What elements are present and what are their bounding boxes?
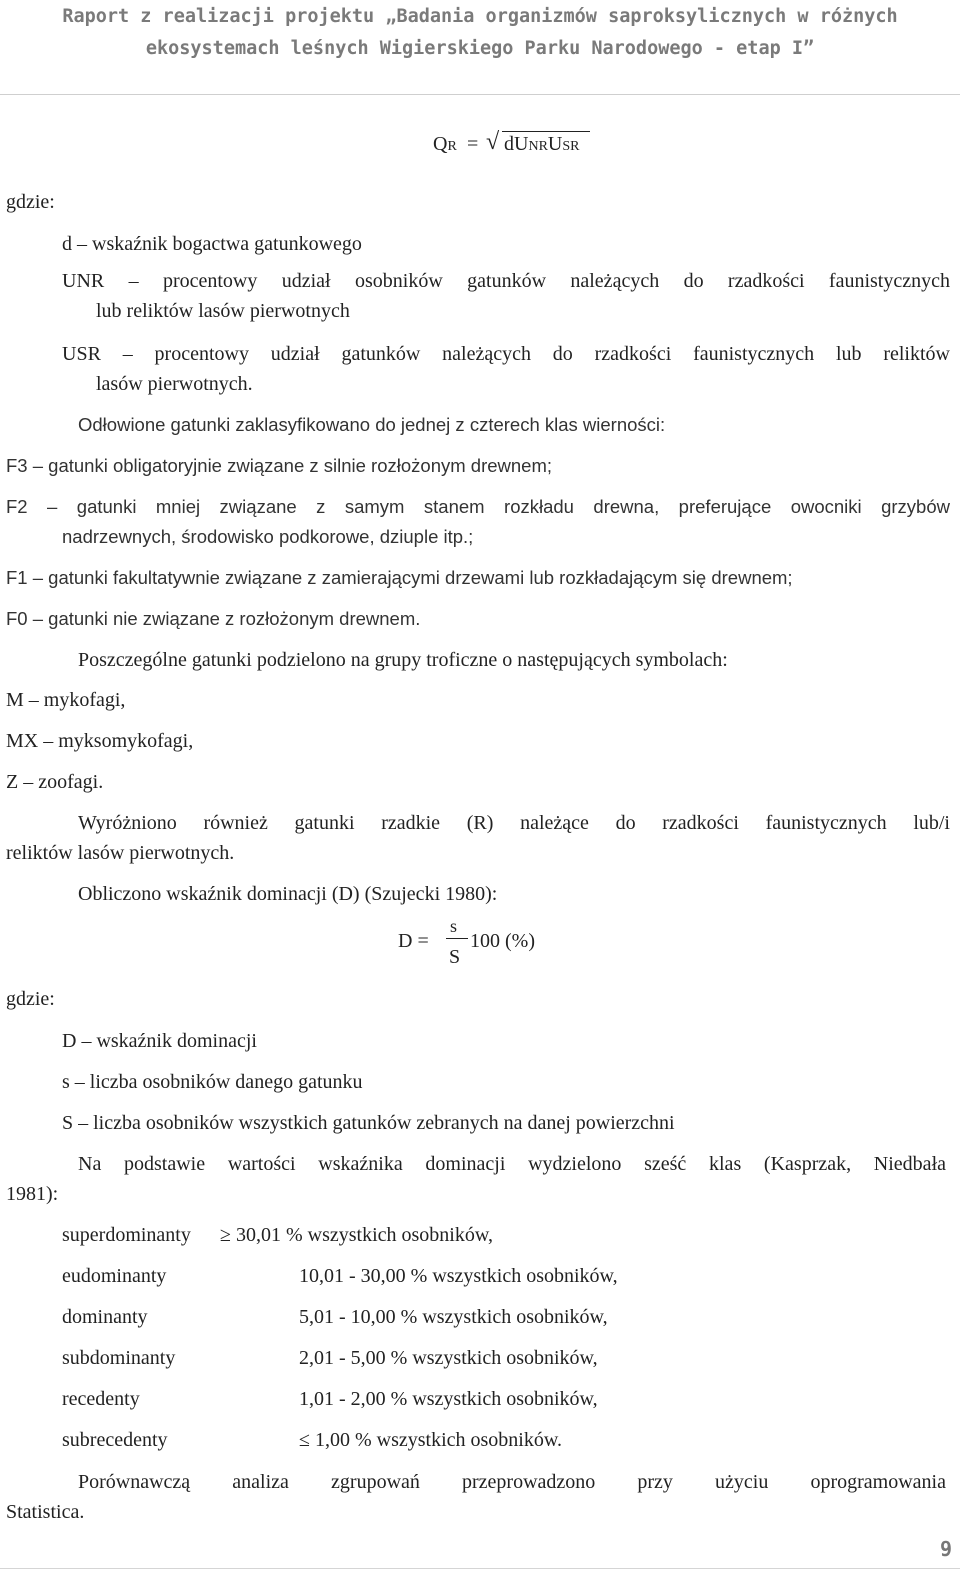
where-label-1: gdzie: [6, 191, 55, 213]
classes-intro-line1: Na podstawie wartości wskaźnika dominacji wydzielono sześć klas (Kasprzak, Niedbała [78, 1153, 946, 1175]
fidelity-f1: F1 – gatunki fakultatywnie związane z zamierającymi drzewami lub rozkładającym się drewnem; [6, 567, 793, 588]
fidelity-f2-line2: nadrzewnych, środowisko podkorowe, dziuple itp.; [62, 526, 474, 547]
class-name: subdominanty [62, 1347, 176, 1369]
formula-rhs: dUNRUSR [504, 133, 580, 155]
def-d: d – wskaźnik bogactwa gatunkowego [62, 233, 362, 255]
formula2-rhs: 100 (%) [470, 930, 535, 952]
closing-line2: Statistica. [6, 1501, 85, 1523]
def-usr-line1: USR – procentowy udział gatunków należących do rzadkości faunistycznych lub reliktów [62, 343, 950, 365]
where-label-2: gdzie: [6, 988, 55, 1010]
trophic-z: Z – zoofagi. [6, 771, 104, 793]
class-range: 1,01 - 2,00 % wszystkich osobników, [299, 1388, 598, 1410]
def-unr-line2: lub reliktów lasów pierwotnych [96, 300, 350, 322]
class-name: recedenty [62, 1388, 140, 1410]
fidelity-f0: F0 – gatunki nie związane z rozłożonym drewnem. [6, 608, 421, 629]
formula2-lhs: D = [398, 930, 429, 952]
header-title-line2: ekosystemach leśnych Wigierskiego Parku Narodowego - etap I” [145, 38, 815, 59]
page-number: 9 [939, 1537, 952, 1561]
closing-line1: Porównawczą analiza zgrupowań przeprowadzono przy użyciu oprogramowania [78, 1471, 946, 1493]
header-title-line1: Raport z realizacji projektu „Badania organizmów saproksylicznych w różnych [62, 6, 898, 27]
fraction-bar [446, 938, 468, 939]
class-range: 5,01 - 10,00 % wszystkich osobników, [299, 1306, 608, 1328]
rare-line1: Wyróżniono również gatunki rzadkie (R) należące do rzadkości faunistycznych lub/i [78, 812, 950, 834]
footer-divider [0, 1568, 960, 1569]
def-s: s – liczba osobników danego gatunku [62, 1071, 363, 1093]
trophic-m: M – mykofagi, [6, 689, 126, 711]
class-name: eudominanty [62, 1265, 167, 1287]
rare-line2: reliktów lasów pierwotnych. [6, 842, 235, 864]
class-range: ≤ 1,00 % wszystkich osobników. [299, 1429, 562, 1451]
class-name: dominanty [62, 1306, 148, 1328]
class-name: superdominanty [62, 1224, 191, 1246]
formula2-numerator: s [450, 916, 458, 936]
class-range: 10,01 - 30,00 % wszystkich osobników, [299, 1265, 618, 1287]
def-D: D – wskaźnik dominacji [62, 1030, 257, 1052]
def-usr-line2: lasów pierwotnych. [96, 373, 253, 395]
class-range: ≥ 30,01 % wszystkich osobników, [220, 1224, 493, 1246]
classes-intro-line2: 1981): [6, 1183, 59, 1205]
dominance-intro: Obliczono wskaźnik dominacji (D) (Szujecki 1980): [78, 883, 498, 905]
fidelity-intro: Odłowione gatunki zaklasyfikowano do jednej z czterech klas wierności: [78, 414, 666, 435]
fidelity-f3: F3 – gatunki obligatoryjnie związane z silnie rozłożonym drewnem; [6, 455, 553, 476]
def-S: S – liczba osobników wszystkich gatunków zebranych na danej powierzchni [62, 1112, 675, 1134]
trophic-mx: MX – myksomykofagi, [6, 730, 194, 752]
formula-lhs: QR [433, 133, 457, 155]
page-header [0, 0, 960, 95]
class-range: 2,01 - 5,00 % wszystkich osobników, [299, 1347, 598, 1369]
def-unr-line1: UNR – procentowy udział osobników gatunków należących do rzadkości faunistycznych [62, 270, 950, 292]
formula-equals: = [467, 133, 479, 155]
formula2-denominator: S [449, 946, 461, 968]
sqrt-symbol: √ [486, 129, 500, 155]
trophic-intro: Poszczególne gatunki podzielono na grupy troficzne o następujących symbolach: [78, 649, 728, 671]
fidelity-f2-line1: F2 – gatunki mniej związane z samym stanem rozkładu drewna, preferujące owocniki grzybów [6, 496, 950, 517]
class-name: subrecedenty [62, 1429, 168, 1451]
